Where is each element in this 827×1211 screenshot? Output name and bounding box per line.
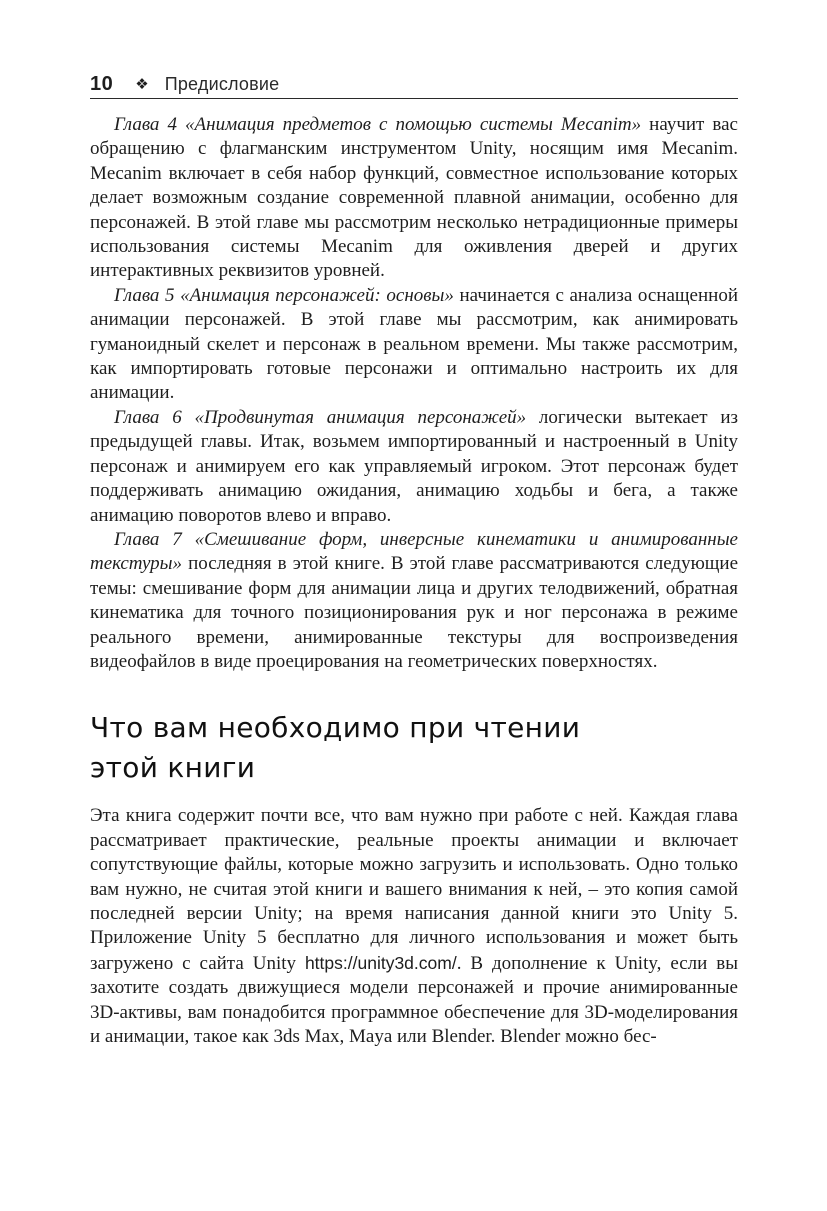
chapter-4-paragraph xyxy=(90,113,738,284)
running-head-section: Предисловие xyxy=(164,73,280,94)
chapter-6-title: Глава 6 «Продвинутая анимация персонажей» xyxy=(114,406,527,428)
section-heading xyxy=(90,708,738,788)
requirements-text-part-1: Эта книга содержит почти все, что вам нужно при работе с ней. Каждая глава рассматривает практические, реальные проекты анимации и включает сопутствующие файлы, которые можно загрузить и использовать. Одно только вам нужно, не считая этой книги и вашего внимания к ней, – это копия самой последней версии Unity; на время написания данной книги это Unity 5. Приложение Unity 5 бесплатно для личного использования и может быть загружено с сайта Unity xyxy=(90,805,738,974)
chapter-6-text: логически вытекает из предыдущей главы. Итак, возьмем импортированный и настроенный в Unity персонаж и анимируем его как управляемый игроком. Этот персонаж будет поддерживать анимацию ожидания, анимацию ходьбы и бега, а также анимацию поворотов влево и вправо. xyxy=(90,406,738,526)
chapter-4-title: Глава 4 «Анимация предметов с помощью системы Mecanim» xyxy=(114,114,642,135)
chapter-5-paragraph xyxy=(90,284,738,406)
chapter-5-title: Глава 5 «Анимация персонажей: основы» xyxy=(114,284,454,306)
chapter-7-paragraph xyxy=(90,528,738,674)
chapter-5-text: начинается с анализа оснащенной анимации персонажей. В этой главе мы рассмотрим, как анимировать гуманоидный скелет и персонаж в реальном времени. Мы также рассмотрим, как импортировать готовые персонажи и оптимально настроить их для анимации. xyxy=(90,284,738,404)
running-head xyxy=(90,70,738,99)
requirements-paragraph xyxy=(90,804,738,1049)
requirements-text-part-2: . В дополнение к Unity, если вы захотите создать движущиеся модели персонажей и прочие анимированные 3D-активы, вам понадобится программное обеспечение для 3D-моделирования и анимации, такое как 3ds Max, Maya или Blender. Blender можно бес- xyxy=(90,952,738,1047)
page-number: 10 xyxy=(90,72,114,95)
chapter-7-text: последняя в этой книге. В этой главе рассматриваются следующие темы: смешивание форм для анимации лица и других телодвижений, обратная кинематика для точного позиционирования рук и ног персонажа в режиме реального времени, анимированные текстуры для воспроизведения видеофайлов в виде проецирования на геометрических поверхностях. xyxy=(90,553,738,672)
chapter-7-title: Глава 7 «Смешивание форм, инверсные кинематики и анимированные текстуры» xyxy=(90,528,738,575)
unity-url-link[interactable]: https://unity3d.com/ xyxy=(304,952,457,973)
four-diamond-ornament-icon: ❖ xyxy=(135,75,149,93)
section-heading-line-2: этой книги xyxy=(90,751,256,785)
chapter-4-text: научит вас обращению с флагманским инструментом Unity, носящим имя Mecanim. Mecanim включает в себя набор функций, совместное использование которых делает возможным создание современной плавной анимации, особенно для персонажей. В этой главе мы рассмотрим несколько нетрадиционные примеры использования системы Mecanim для оживления дверей и других интерактивных реквизитов уровней. xyxy=(90,114,738,282)
section-heading-line-1: Что вам необходимо при чтении xyxy=(90,711,581,745)
chapter-6-paragraph xyxy=(90,406,738,528)
book-page xyxy=(90,70,738,1049)
page-body xyxy=(90,113,738,1049)
